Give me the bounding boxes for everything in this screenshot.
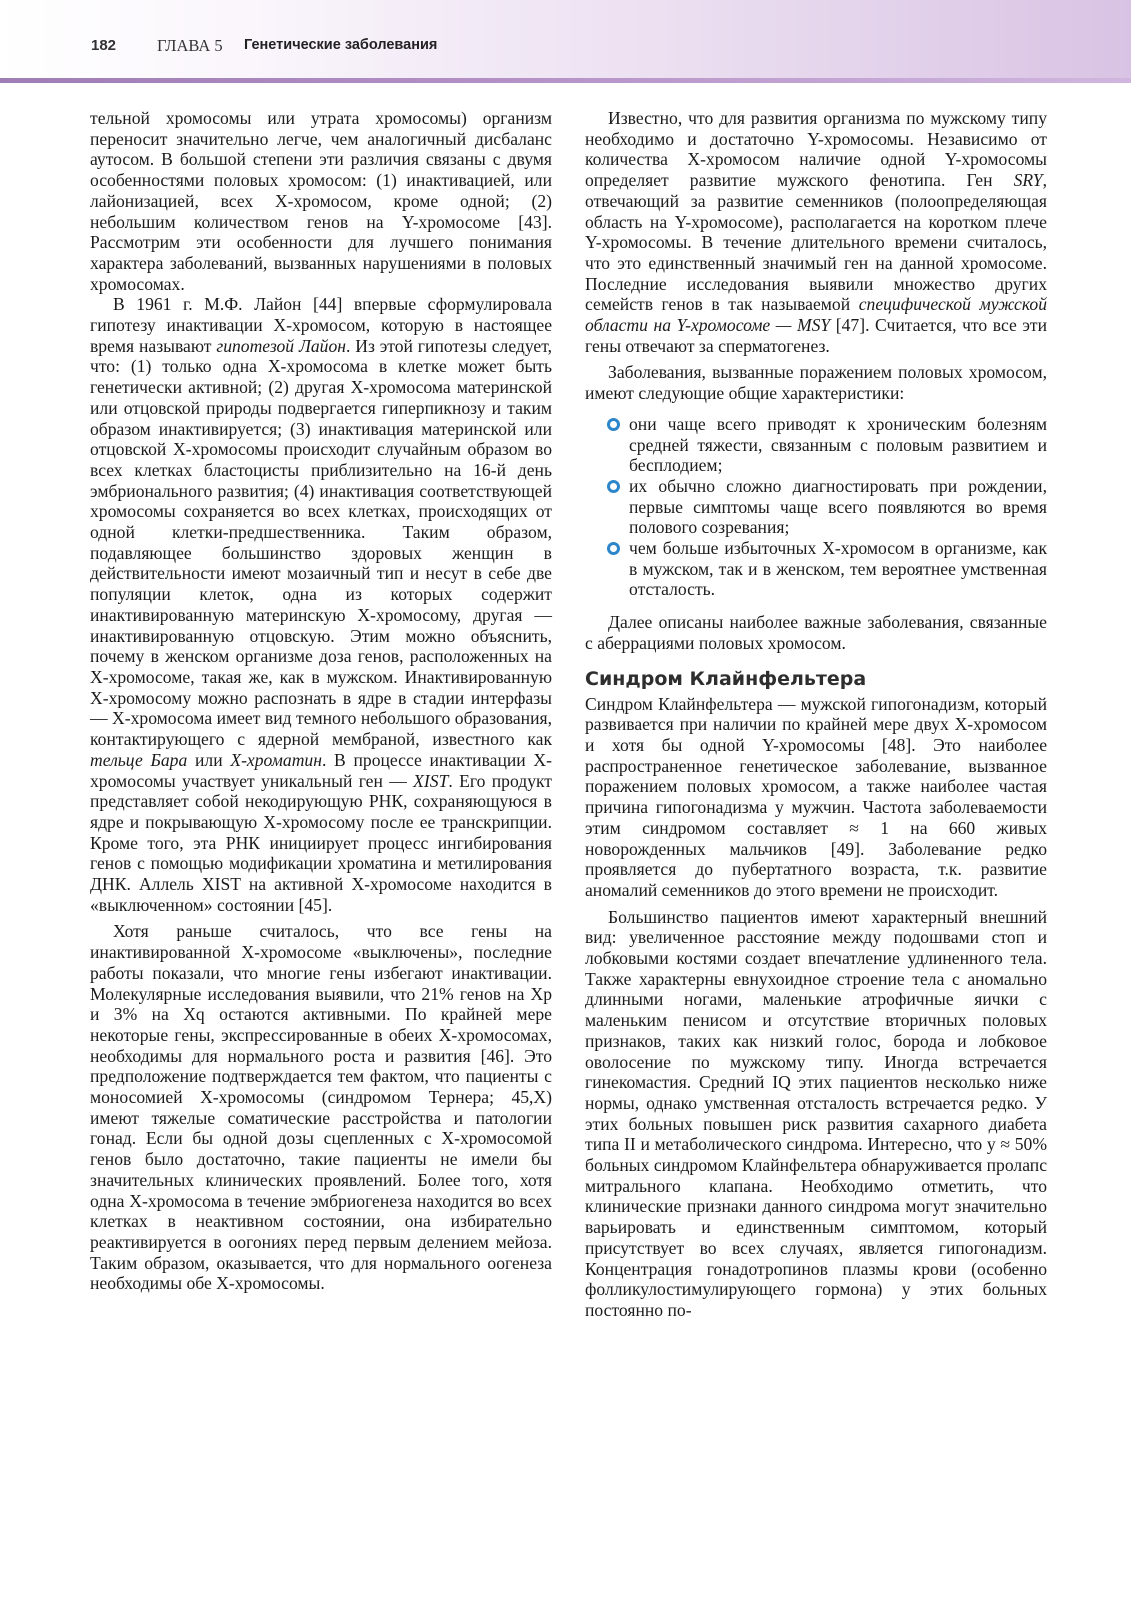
bullet-icon <box>607 480 620 493</box>
term-msy: специфической мужской области на Y-хромосоме — MSY <box>585 294 1047 336</box>
list-item <box>585 476 1047 538</box>
text-run: . Его продукт представляет собой некодирующую РНК, сохраняющуюся в ядре и покрывающую X-хромосому после ее транскрипции. Кроме того, эта РНК инициирует процесс ингибирования генов с помощью модификации хроматина и метилирования ДНК. Аллель XIST на активной X-хромосоме находится в «выключенном» состоянии [45]. <box>90 770 552 915</box>
text-run: или <box>187 749 231 770</box>
page-number: 182 <box>91 37 117 54</box>
paragraph: Синдром Клайнфельтера — мужской гипогонадизм, который развивается при наличии по крайней мере двух X-хромосом и хотя бы одной Y-хромосомы [48]. Это наиболее распространенное генетическое заболевание, вызванное поражением половых хромосом, а также наиболее частая причина гипогонадизма у мужчин. Частота заболеваемости этим синдромом составляет ≈ 1 на 660 живых новорожденных мальчиков [49]. Заболевание редко проявляется до пубертатного возраста, т.к. развитие аномалий семенников до этого времени не происходит. <box>585 693 1047 900</box>
list-item <box>585 414 1047 476</box>
term-sry: SRY <box>1013 170 1043 191</box>
text-run: . В процессе инактивации X-хромосомы участвует уникальный ген — <box>90 749 552 791</box>
term-x-chromatin: X-хроматин <box>230 749 322 770</box>
term-barr-body: тельце Бара <box>90 749 188 770</box>
paragraph: Большинство пациентов имеют характерный внешний вид: увеличенное расстояние между подошвами стоп и лобковыми костями создает впечатление удлиненного тела. Также характерны евнухоидное строение тела с аномально длинными ногами, маленькие атрофичные яички с маленьким пенисом и отсутствие вторичных половых признаков, таких как низкий голос, борода и лобковое оволосение по мужскому типу. Иногда встречается гинекомастия. Средний IQ этих пациентов несколько ниже нормы, однако умственная отсталость встречается редко. У этих больных повышен риск развития сахарного диабета типа II и метаболического синдрома. Интересно, что у ≈ 50% больных синдромом Клайнфельтера обнаруживается пролапс митрального клапана. Необходимо отметить, что клинические признаки данного синдрома могут значительно варьировать и единственным симптомом, который присутствует во всех случаях, является гипогонадизм. Концентрация гонадотропинов плазмы крови (особенно фолликулостимулирующего гормона) у этих больных постоянно по- <box>585 906 1047 1320</box>
term-xist: XIST <box>413 770 449 791</box>
list-item-text: чем больше избыточных X-хромосом в организме, как в мужском, так и в женском, тем вероятнее умственная отсталость. <box>629 538 1047 600</box>
bullet-icon <box>607 542 620 555</box>
header-rule <box>0 78 1131 83</box>
right-column <box>585 108 1047 1321</box>
section-heading: Синдром Клайнфельтера <box>585 667 867 690</box>
bullet-icon <box>607 418 620 431</box>
list-item-text: они чаще всего приводят к хроническим болезням средней тяжести, связанным с половым развитием и бесплодием; <box>629 413 1047 476</box>
text-run: В 1961 г. М.Ф. Лайон [44] впервые сформулировала гипотезу инактивации X-хромосом, которую в настоящее время называют <box>90 294 552 356</box>
term-lyon-hypothesis: гипотезой Лайон <box>216 335 346 356</box>
paragraph: Заболевания, вызванные поражением половых хромосом, имеют следующие общие характеристики: <box>585 362 1047 404</box>
text-run: Известно, что для развития организма по мужскому типу необходимо и достаточно Y-хромосомы. Независимо от количества X-хромосом наличие одной Y-хромосомы определяет развитие мужского фенотипа. Ген <box>585 108 1047 191</box>
text-run: . Из этой гипотезы следует, что: (1) только одна X-хромосома в клетке может быть генетически активной; (2) другая X-хромосома материнской или отцовской природы подвергается гиперпикнозу и таким образом инактивируется; (3) инактивация материнской или отцовской X-хромосомы происходит случайным образом во всех клетках бластоцисты приблизительно на 16-й день эмбрионального развития; (4) инактивация соответствующей хромосомы сохраняется во всех клетках, происходящих от одной клетки-предшественника. Таким образом, подавляющее большинство здоровых женщин в действительности имеют мозаичный тип и несут в себе две популяции клеток, одна из которых содержит инактивированную материнскую X-хромосому, другая — инактивированную отцовскую. Этим можно объяснить, почему в женском организме доза генов, расположенных на X-хромосоме, такая же, как в мужском. Инактивированную X-хромосому можно распознать в ядре в стадии интерфазы — X-хромосома имеет вид темного небольшого образования, контактирующего с ядерной мембраной, известного как <box>90 335 553 750</box>
list-item-text: их обычно сложно диагностировать при рождении, первые симптомы чаще всего появляются во время полового созревания; <box>629 475 1047 538</box>
text-run: , отвечающий за развитие семенников (полоопределяющая область на Y-хромосоме), располагается на коротком плече Y-хромосомы. В течение длительного времени считалось, что это единственный значимый ген на данной хромосоме. Последние исследования выявили множество других семейств генов в так называемой <box>585 170 1047 315</box>
left-column <box>90 108 552 1294</box>
paragraph-y-chromosome <box>585 108 1047 356</box>
paragraph-lyon-hypothesis <box>90 294 552 915</box>
paragraph: Хотя раньше считалось, что все гены на инактивированной X-хромосоме «выключены», последние работы показали, что многие гены избегают инактивации. Молекулярные исследования выявили, что 21% генов на Xp и 3% на Xq остаются активными. По крайней мере некоторые гены, экспрессированные в обеих X-хромосомах, необходимы для нормального роста и развития [46]. Это предположение подтверждается тем фактом, что пациенты с моносомией X-хромосомы (синдромом Тернера; 45,X) имеют тяжелые соматические расстройства и патологии гонад. Если бы одной дозы сцепленных с X-хромосомой генов было достаточно, такие пациенты не имели бы значительных клинических проявлений. Более того, хотя одна X-хромосома в течение эмбриогенеза находится во всех клетках в неактивном состоянии, она избирательно реактивируется в оогониях перед первым делением мейоза. Таким образом, оказывается, что для нормального оогенеза необходимы обе X-хромосомы. <box>90 921 552 1294</box>
paragraph: тельной хромосомы или утрата хромосомы) организм переносит значительно легче, чем аналогичный дисбаланс аутосом. В большой степени эти различия связаны с двумя особенностями половых хромосом: (1) инактивацией, или лайонизацией, всех X-хромосом, кроме одной; (2) небольшим количеством генов на Y-хромосоме [43]. Рассмотрим эти особенности для лучшего понимания характера заболеваний, вызванных нарушениями в половых хромосомах. <box>90 108 552 294</box>
chapter-label: ГЛАВА 5 <box>157 36 223 55</box>
chapter-title: Генетические заболевания <box>244 37 438 53</box>
characteristics-list <box>585 414 1047 600</box>
text-run: [47]. Считается, что все эти гены отвечают за сперматогенез. <box>585 315 1047 356</box>
list-item <box>585 538 1047 600</box>
paragraph: Далее описаны наиболее важные заболевания, связанные с аберрациями половых хромосом. <box>585 612 1047 653</box>
